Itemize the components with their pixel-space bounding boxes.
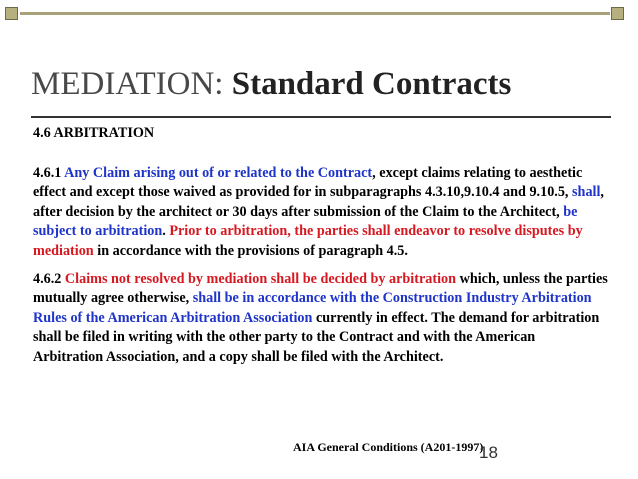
para1-red-1: Prior to arbitration, the parties shall endeavor to resolve disputes by mediation	[33, 223, 583, 259]
para2-number: 4.6.2	[33, 270, 65, 287]
para2-red-1: Claims not resolved by mediation shall be decided by arbitration	[64, 270, 457, 287]
slide-body	[33, 124, 608, 368]
para1-text-2: , after decision by the architect or 30 days after submission of the Claim to the Architect,	[33, 184, 604, 220]
title-bold: Standard Contracts	[231, 66, 512, 102]
page-number: 18	[479, 443, 498, 462]
para1-text-4: in accordance with the provisions of paragraph 4.5.	[93, 242, 408, 259]
paragraph-4-6-2	[33, 270, 608, 368]
title-prefix: MEDIATION:	[31, 66, 232, 102]
left-square-ornament	[5, 7, 18, 20]
paragraph-4-6-1	[33, 164, 608, 262]
slide-top-decoration	[0, 0, 638, 36]
para2-text-2: currently in effect. The demand for arbitration shall be filed in writing with the other party to the Contract and with the American Arbitration Association, and a copy shall be filed with the Architect.	[33, 309, 600, 365]
footer-citation: AIA General Conditions (A201-1997)	[293, 440, 484, 454]
slide-title	[31, 68, 511, 101]
para1-blue-1: Any Claim arising out of or related to the Contract	[64, 164, 373, 181]
top-accent-line	[20, 12, 610, 15]
right-square-ornament	[611, 7, 624, 20]
para1-number: 4.6.1	[33, 164, 65, 181]
para2-text-1: which, unless the parties mutually agree otherwise,	[33, 270, 608, 307]
para1-blue-2: shall	[572, 184, 601, 201]
title-divider	[31, 116, 611, 118]
para1-blue-3: be subject to arbitration	[33, 203, 578, 240]
section-heading: 4.6 ARBITRATION	[33, 125, 155, 141]
para1-text-3: .	[162, 223, 170, 240]
para1-text-1: , except claims relating to aesthetic effect and except those waived as provided for in subparagraphs 4.3.10,9.10.4 and 9.10.5,	[33, 164, 583, 201]
para2-blue-1: shall be in accordance with the Construction Industry Arbitration Rules of the American Arbitration Association	[33, 290, 592, 326]
